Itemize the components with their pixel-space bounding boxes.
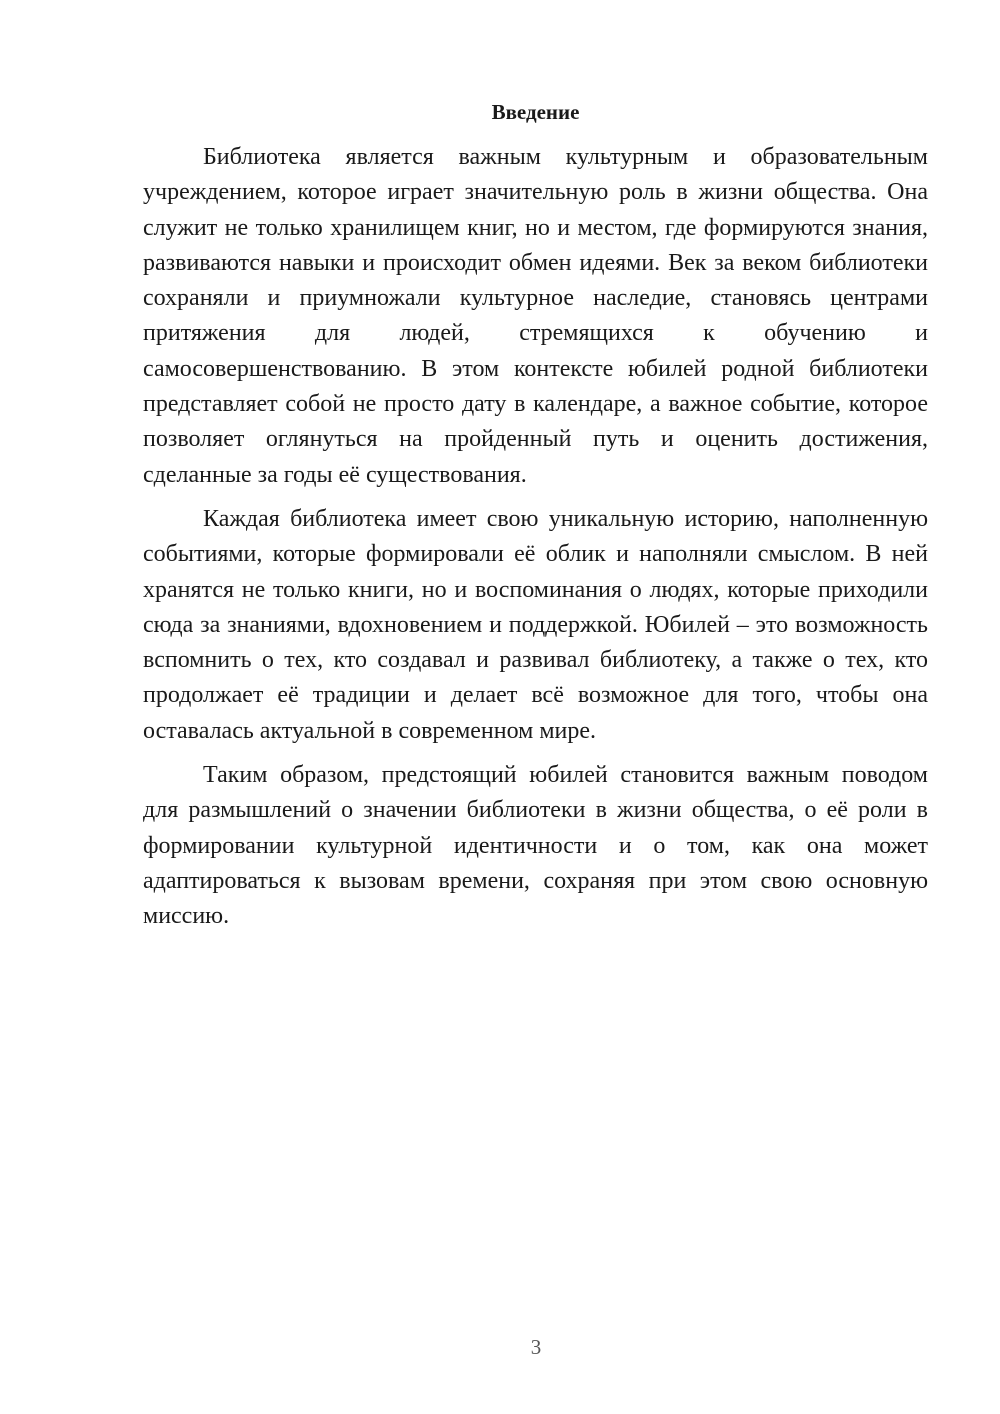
paragraph-history: Каждая библиотека имеет свою уникальную историю, наполненную событиями, которые формировали её облик и наполняли смыслом. В ней хранятся не только книги, но и воспоминания о людях, которые приходили сюда за знаниями, вдохновением и поддержкой. Юбилей – это возможность вспомнить о тех, кто создавал и развивал библиотеку, а также о тех, кто продолжает её традиции и делает всё возможное для того, чтобы она оставалась актуальной в современном мире. [143,505,928,744]
paragraph-conclusion: Таким образом, предстоящий юбилей становится важным поводом для размышлений о значении библиотеки в жизни общества, о её роли в формировании культурной идентичности и о том, как она может адаптироваться к вызовам времени, сохраняя при этом свою основную миссию. [143,762,928,930]
section-heading: Введение [491,100,580,124]
body-text [143,140,928,944]
paragraph-intro: Библиотека является важным культурным и образовательным учреждением, которое играет значительную роль в жизни общества. Она служит не только хранилищем книг, но и местом, где формируются знания, развиваются навыки и происходит обмен идеями. Век за веком библиотеки сохраняли и приумножали культурное наследие, становясь центрами притяжения для людей, стремящихся к обучению и самосовершенствованию. В этом контексте юбилей родной библиотеки представляет собой не просто дату в календаре, а важное событие, которое позволяет оглянуться на пройденный путь и оценить достижения, сделанные за годы её существования. [143,144,928,488]
page-number: 3 [530,1335,542,1359]
